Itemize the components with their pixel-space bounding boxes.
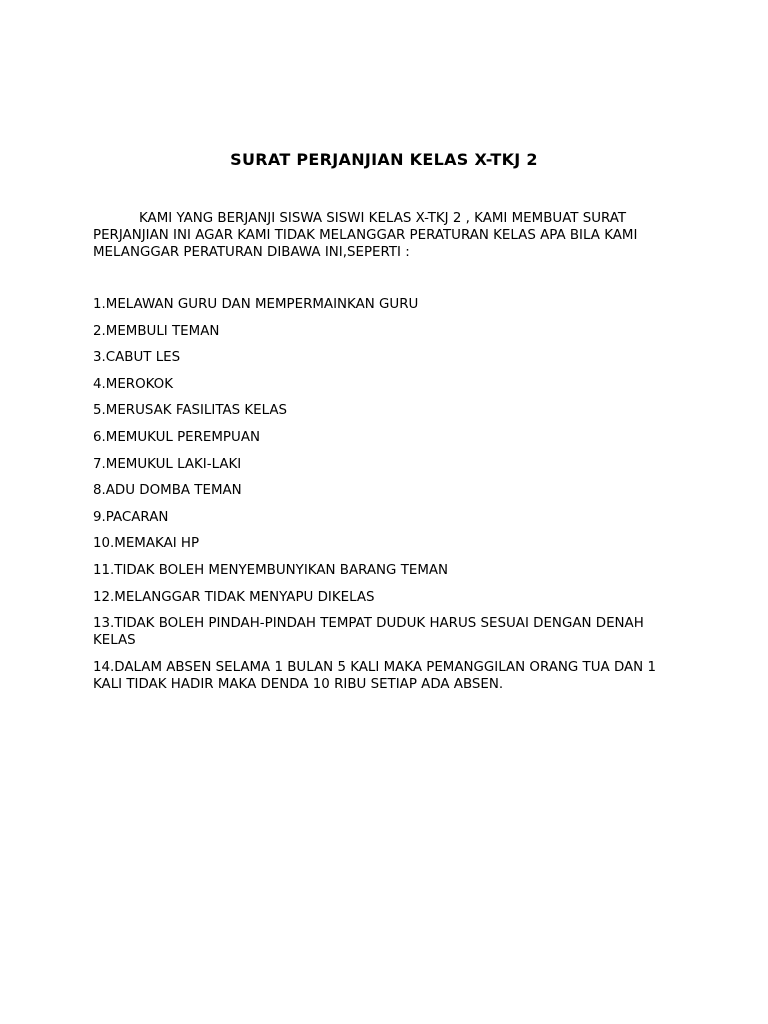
rule-item: 13.TIDAK BOLEH PINDAH-PINDAH TEMPAT DUDUK HARUS SESUAI DENGAN DENAH KELAS	[93, 616, 644, 649]
rule-item: 10.MEMAKAI HP	[93, 536, 200, 552]
rules-list	[93, 296, 683, 702]
rule-item: 14.DALAM ABSEN SELAMA 1 BULAN 5 KALI MAKA PEMANGGILAN ORANG TUA DAN 1 KALI TIDAK HADIR MAKA DENDA 10 RIBU SETIAP ADA ABSEN.	[93, 659, 656, 692]
rule-item: 11.TIDAK BOLEH MENYEMBUNYIKAN BARANG TEMAN	[93, 562, 449, 578]
rule-item: 12.MELANGGAR TIDAK MENYAPU DIKELAS	[93, 589, 375, 605]
rule-item: 6.MEMUKUL PEREMPUAN	[93, 429, 260, 445]
rule-item: 5.MERUSAK FASILITAS KELAS	[93, 403, 288, 419]
rule-item: 9.PACARAN	[93, 509, 169, 525]
rule-item: 3.CABUT LES	[93, 350, 181, 366]
intro-paragraph: KAMI YANG BERJANJI SISWA SISWI KELAS X-TKJ 2 , KAMI MEMBUAT SURAT PERJANJIAN INI AGAR KAMI TIDAK MELANGGAR PERATURAN KELAS APA BILA KAMI MELANGGAR PERATURAN DIBAWA INI,SEPERTI :	[93, 211, 638, 260]
rule-item: 7.MEMUKUL LAKI-LAKI	[93, 456, 242, 472]
document-title: SURAT PERJANJIAN KELAS X-TKJ 2	[230, 150, 538, 169]
rule-item: 4.MEROKOK	[93, 376, 174, 392]
rule-item: 1.MELAWAN GURU DAN MEMPERMAINKAN GURU	[93, 297, 419, 312]
rule-item: 8.ADU DOMBA TEMAN	[93, 483, 242, 499]
rule-item: 2.MEMBULI TEMAN	[93, 323, 220, 339]
